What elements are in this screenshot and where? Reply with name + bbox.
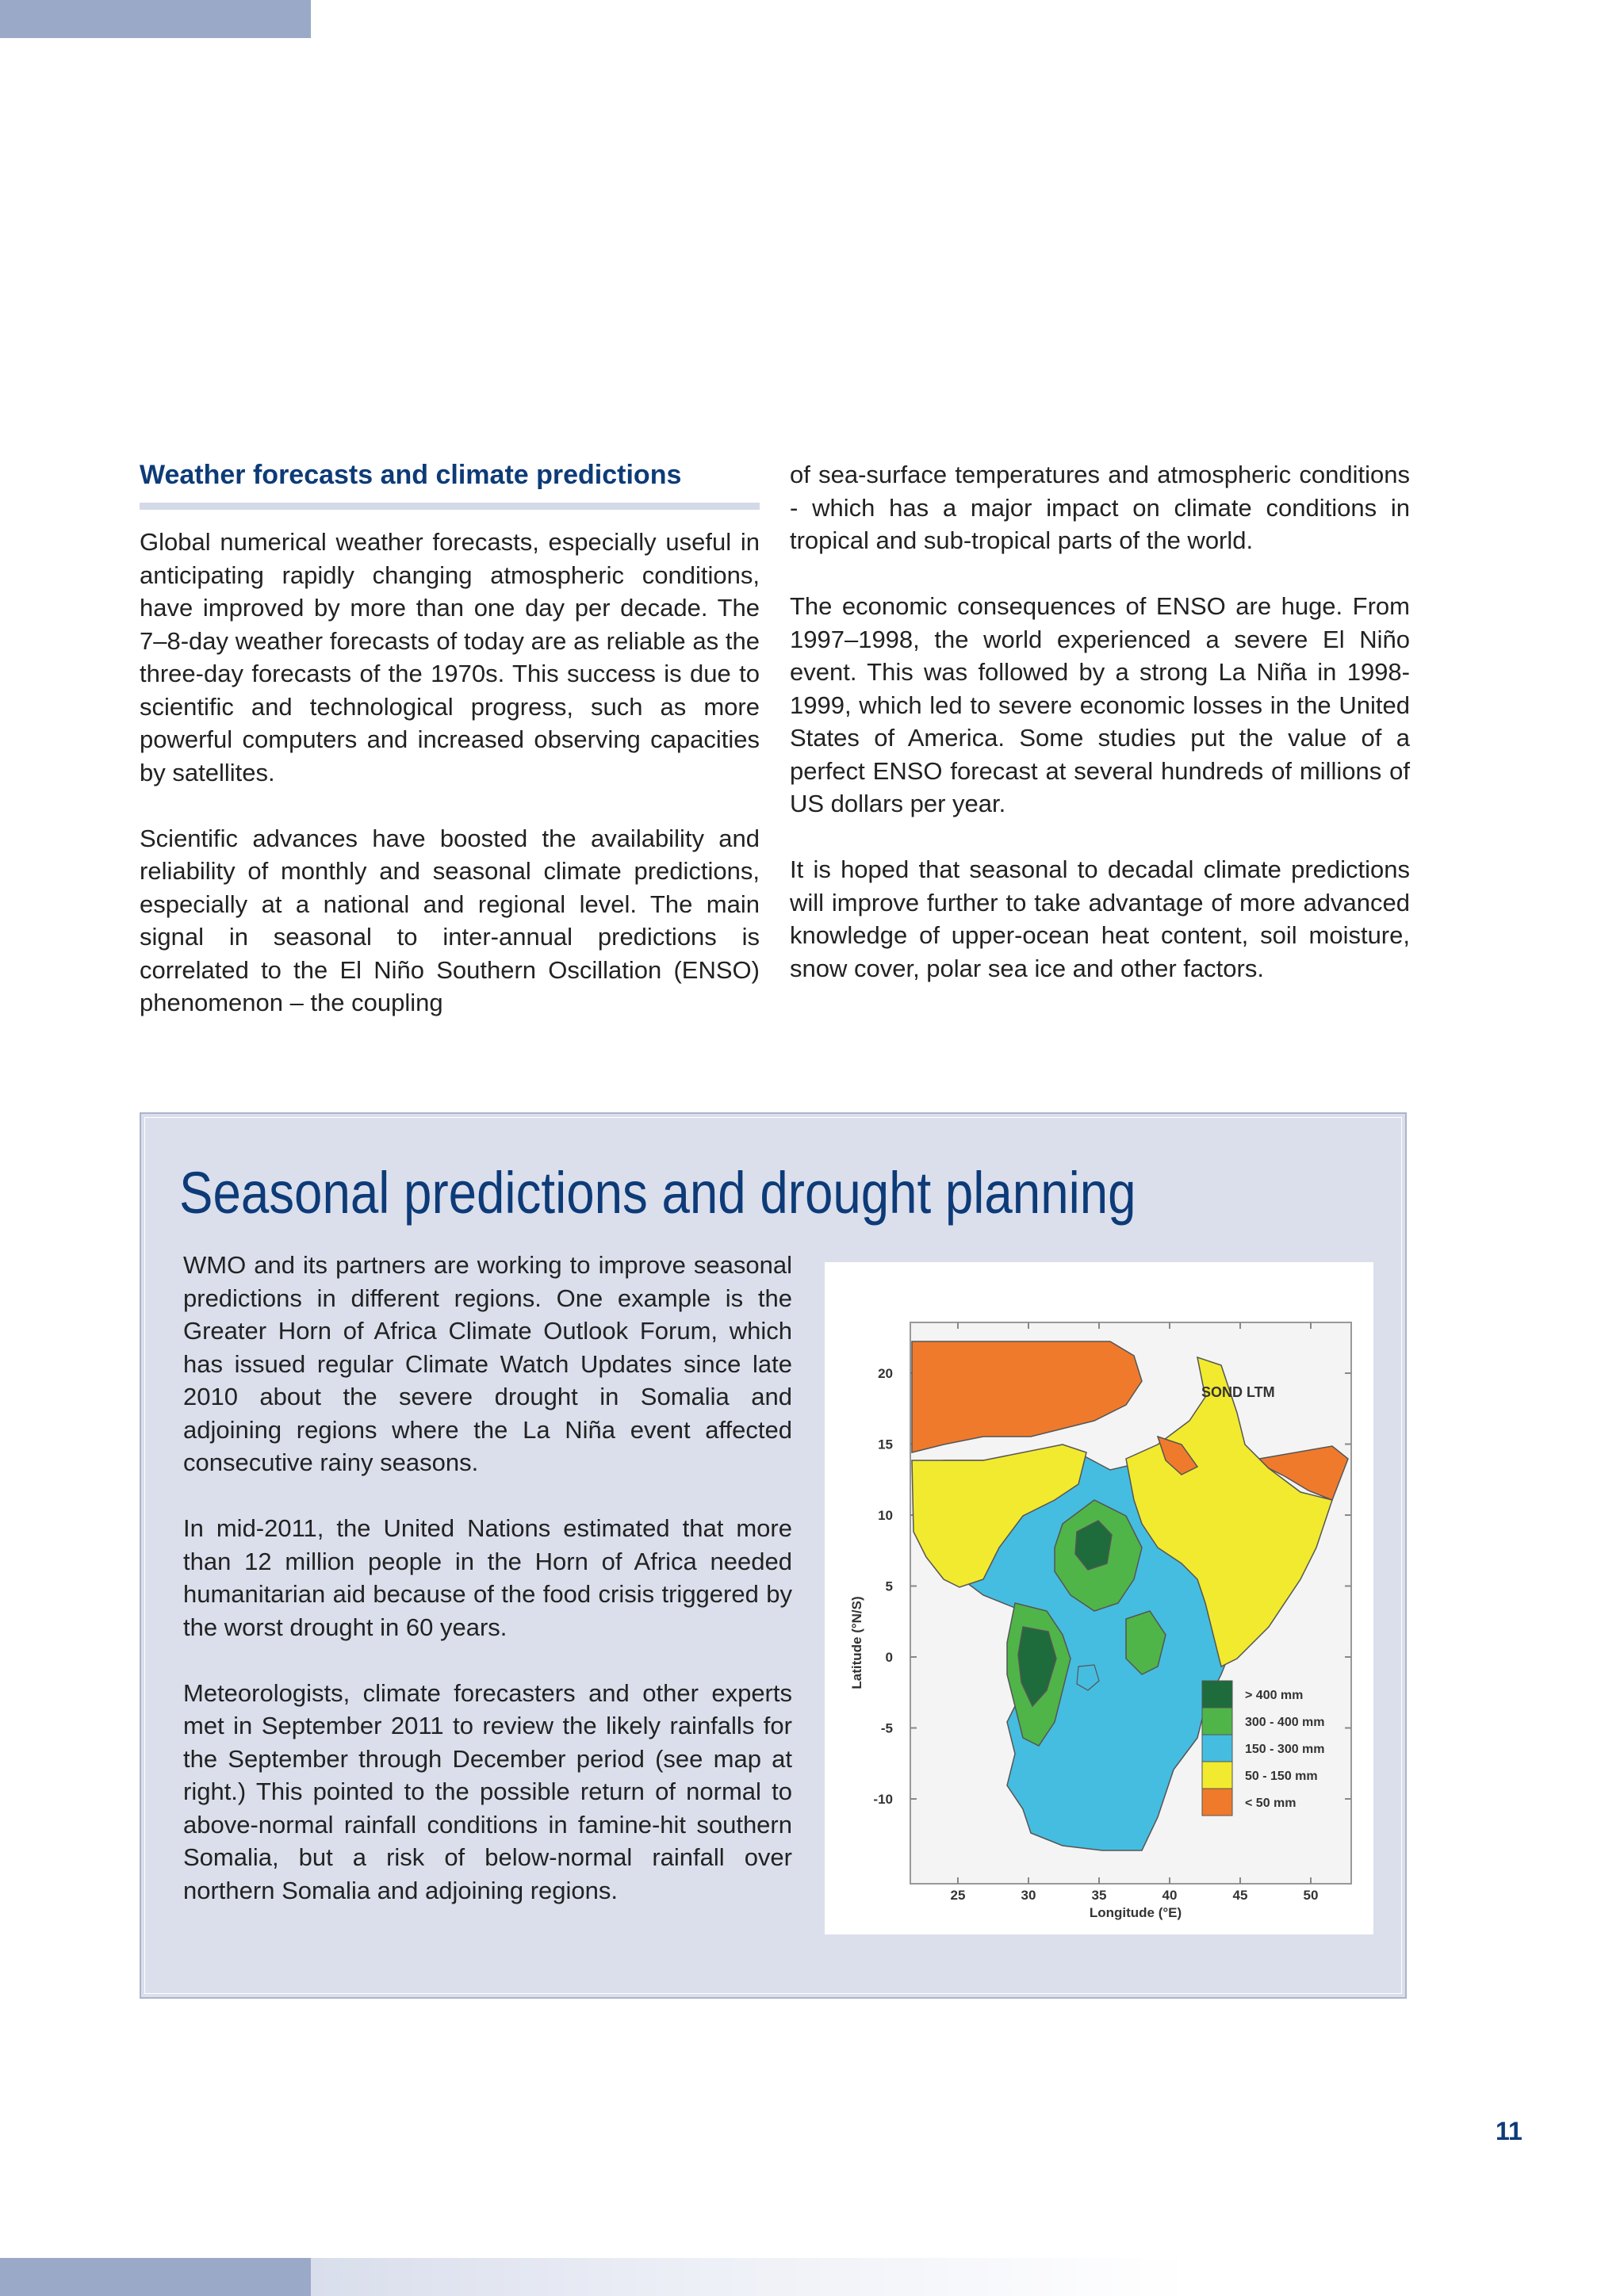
legend-label: 300 - 400 mm <box>1245 1716 1325 1729</box>
paragraph: of sea-surface temperatures and atmospheric conditions - which has a major impact on climate conditions in tropical and sub-tropical parts of the world. <box>790 461 1410 554</box>
legend-label: > 400 mm <box>1245 1689 1304 1702</box>
legend-swatch <box>1202 1708 1232 1735</box>
page-number: 11 <box>1496 2117 1522 2145</box>
y-tick-label: 10 <box>878 1508 893 1523</box>
y-tick-label: 15 <box>878 1437 893 1452</box>
top-decoration-bar <box>0 0 311 38</box>
x-tick-label: 45 <box>1232 1888 1248 1903</box>
x-axis-title: Longitude (°E) <box>1089 1905 1182 1920</box>
legend-swatch <box>1202 1789 1232 1816</box>
y-tick-label: -5 <box>880 1720 893 1736</box>
feature-box-title: Seasonal predictions and drought planning <box>179 1160 1136 1226</box>
paragraph: In mid-2011, the United Nations estimated that more than 12 million people in the Horn of Africa needed humanitarian aid because of the food crisis triggered by the worst drought in 60 years. <box>183 1514 792 1641</box>
paragraph: Global numerical weather forecasts, especially useful in anticipating rapidly changing atmospheric conditions, have improved by more than one day per decade. The 7–8-day weather forecasts of today are as reliable as the three-day forecasts of the 1970s. This success is due to scientific and technological progress, such as more powerful computers and increased observing capacities by satellites. <box>140 528 760 786</box>
y-tick-label: -10 <box>873 1792 893 1807</box>
y-axis-ticks <box>873 1366 893 1807</box>
paragraph: The economic consequences of ENSO are huge. From 1997–1998, the world experienced a severe El Niño event. This was followed by a strong La Niña in 1998-1999, which led to severe economic losses in the United States of America. Some studies put the value of a perfect ENSO forecast at several hundreds of millions of US dollars per year. <box>790 592 1410 817</box>
x-tick-label: 40 <box>1162 1888 1178 1903</box>
legend-label: 150 - 300 mm <box>1245 1743 1325 1756</box>
x-tick-label: 25 <box>950 1888 966 1903</box>
y-axis-title: Latitude (°N/S) <box>849 1596 864 1689</box>
x-tick-label: 50 <box>1303 1888 1319 1903</box>
left-text-column <box>140 458 760 1020</box>
legend-label: 50 - 150 mm <box>1245 1770 1318 1783</box>
x-tick-label: 30 <box>1021 1888 1036 1903</box>
right-text-column <box>790 458 1410 985</box>
bottom-decoration-bar <box>0 2258 1624 2296</box>
paragraph: It is hoped that seasonal to decadal climate predictions will improve further to take advantage of more advanced knowledge of upper-ocean heat content, soil moisture, snow cover, polar sea ice and other factors. <box>790 855 1410 982</box>
rainfall-map <box>825 1262 1373 1934</box>
rainfall-map-graphic <box>825 1262 1373 1934</box>
section-heading: Weather forecasts and climate predictions <box>140 460 682 490</box>
paragraph: Scientific advances have boosted the availability and reliability of monthly and seasonal climate predictions, especially at a national and regional level. The main signal in seasonal to inter-annual predictions is correlated to the El Niño Southern Oscillation (ENSO) phenomenon – the coupling <box>140 824 760 1016</box>
paragraph: Meteorologists, climate forecasters and other experts met in September 2011 to review the likely rainfalls for the September through December period (see map at right.) This pointed to the possible return of normal to above-normal rainfall conditions in famine-hit southern Somalia, but a risk of below-normal rainfall over northern Somalia and adjoining regions. <box>183 1678 792 1904</box>
y-tick-label: 5 <box>885 1578 893 1594</box>
feature-box <box>140 1112 1407 1999</box>
y-tick-label: 20 <box>878 1366 893 1381</box>
paragraph: WMO and its partners are working to improve seasonal predictions in different regions. One example is the Greater Horn of Africa Climate Outlook Forum, which has issued regular Climate Watch Updates since late 2010 about the severe drought in Somalia and adjoining regions where the La Niña event affected consecutive rainy seasons. <box>183 1251 792 1476</box>
feature-box-text <box>183 1249 792 1907</box>
legend-swatch <box>1202 1681 1232 1708</box>
map-period-label: SOND LTM <box>1201 1384 1275 1400</box>
legend-swatch <box>1202 1762 1232 1789</box>
legend-swatch <box>1202 1735 1232 1762</box>
x-axis-ticks <box>951 1888 1319 1903</box>
heading-rule <box>140 503 760 510</box>
y-tick-label: 0 <box>885 1650 893 1665</box>
legend-label: < 50 mm <box>1245 1797 1297 1810</box>
x-tick-label: 35 <box>1091 1888 1107 1903</box>
